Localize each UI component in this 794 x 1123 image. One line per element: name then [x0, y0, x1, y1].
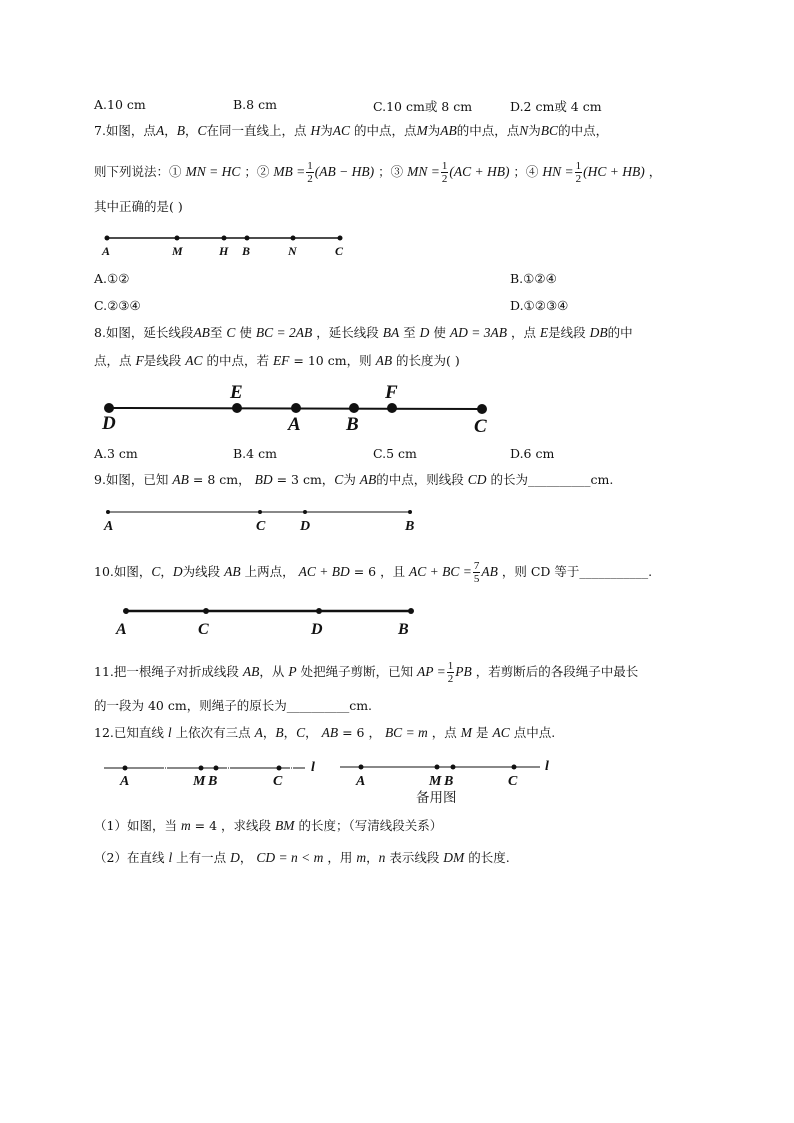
spare-label-m: M [429, 774, 442, 789]
text-segment: 为 [427, 123, 441, 138]
math-expression: AB [359, 472, 377, 487]
label-m: M [193, 774, 206, 789]
label-c: C [198, 621, 209, 638]
q12-part-2 [94, 850, 510, 866]
text-segment: 至 [399, 325, 420, 340]
math-expression: PB [455, 664, 472, 679]
text-segment: （2）在直线 [94, 850, 169, 865]
label-c: C [273, 774, 283, 789]
label-d: D [300, 519, 311, 534]
text-segment: （1）如图，当 [94, 818, 181, 833]
point-dot [123, 766, 128, 771]
text-segment: ， [239, 850, 257, 865]
text-segment: 的长为__________cm. [486, 472, 614, 487]
text-segment: 的一段为 40 cm，则绳子的原长为__________cm. [94, 698, 373, 713]
label-d: D [102, 413, 116, 434]
math-expression: MN = HC [185, 164, 241, 179]
math-expression: BD [254, 472, 273, 487]
figure-group [119, 760, 315, 789]
label-e: E [230, 382, 243, 403]
text-segment: 12.已知直线 [94, 725, 168, 740]
text-segment: 的长度；（写清线段关系） [294, 818, 443, 833]
math-expression: HN = [542, 164, 574, 179]
math-expression: AC [492, 725, 510, 740]
label-f: F [385, 382, 398, 403]
text-segment: 为线段 [182, 564, 225, 579]
math-expression: (AC + HB) [449, 164, 510, 179]
numerator: 1 [307, 160, 313, 172]
q7-option-d: D.①②③④ [510, 298, 569, 313]
figure-group [355, 759, 549, 789]
text-segment: ，从 [259, 664, 289, 679]
numerator: 1 [447, 660, 454, 672]
numerator: 7 [473, 560, 480, 572]
text-segment: 为 [320, 123, 333, 138]
math-expression: D [172, 564, 183, 579]
math-expression: AC [185, 353, 203, 368]
math-expression: AB [481, 564, 498, 579]
math-expression: E [539, 325, 549, 340]
q6-option-b: B.8 cm [233, 97, 277, 112]
math-expression: (HC + HB) [583, 164, 645, 179]
math-expression: (AB − HB) [314, 164, 375, 179]
q7-option-b: B.①②④ [510, 271, 557, 286]
label-b: B [398, 621, 409, 638]
point-dot [359, 765, 364, 770]
text-segment: 点，点 [94, 353, 136, 368]
math-expression: AC [332, 123, 350, 138]
text-segment: 的中 [607, 325, 633, 340]
math-expression: N [519, 123, 529, 138]
math-expression: C [296, 725, 306, 740]
math-expression: BC [540, 123, 559, 138]
math-expression: B [275, 725, 284, 740]
text-segment: 使 [235, 325, 256, 340]
text-segment: 的中点， [558, 123, 609, 138]
label-a: A [116, 621, 127, 638]
denominator: 2 [447, 673, 454, 685]
label-b: B [405, 519, 415, 534]
label-d: D [311, 621, 323, 638]
text-segment: ，若剪断后的各段绳子中最长 [471, 664, 639, 679]
text-segment: ，点 [506, 325, 540, 340]
q7-option-c: C.②③④ [94, 298, 141, 313]
text-segment: 其中正确的是( ) [94, 199, 183, 214]
point-dot [451, 765, 456, 770]
text-segment: 9.如图，已知 [94, 472, 173, 487]
math-expression: l [167, 725, 172, 740]
text-segment: ；② [240, 164, 274, 179]
text-segment: 是 [472, 725, 493, 740]
math-expression: C [334, 472, 344, 487]
numerator: 1 [441, 160, 448, 172]
text-segment: 为 [528, 123, 541, 138]
label-n: N [288, 244, 297, 258]
text-segment: 点中点. [509, 725, 556, 740]
text-segment: ， [644, 164, 662, 179]
math-expression: A [254, 725, 263, 740]
text-segment: ；③ [374, 164, 408, 179]
point-dot [199, 766, 204, 771]
spare-figure-caption: 备用图 [416, 790, 457, 806]
text-segment: 上有一点 [172, 850, 231, 865]
text-segment: ， [262, 725, 276, 740]
math-expression: BA [382, 325, 400, 340]
denominator: 2 [575, 173, 582, 185]
text-segment: 的中点，则线段 [376, 472, 468, 487]
denominator: 2 [307, 173, 313, 185]
q8-option-b: B.4 cm [233, 446, 277, 461]
math-expression: m [356, 850, 367, 865]
math-expression: BC = 2AB [255, 325, 313, 340]
spare-label-b: B [444, 774, 454, 789]
math-expression: EF [272, 353, 290, 368]
text-segment: 7.如图，点 [94, 123, 156, 138]
denominator: 5 [473, 573, 480, 585]
label-b: B [346, 414, 359, 435]
math-expression: AB [321, 725, 339, 740]
math-expression: BM [275, 818, 295, 833]
text-segment: 使 [429, 325, 450, 340]
q8-option-c: C.5 cm [373, 446, 417, 461]
label-h: H [219, 244, 229, 258]
math-expression: B [176, 123, 185, 138]
spare-label-l: l [545, 759, 549, 774]
text-segment: 的中点，点 [350, 123, 417, 138]
text-segment: 是线段 [548, 325, 590, 340]
text-segment: = 10 cm，则 [289, 353, 376, 368]
text-segment: 则下列说法：① [94, 164, 186, 179]
text-segment: 8.如图，延长线段 [94, 325, 194, 340]
text-segment: 是线段 [143, 353, 186, 368]
q8-option-d: D.6 cm [510, 446, 555, 461]
math-expression: AC + BC = [409, 564, 472, 579]
label-c: C [335, 244, 344, 258]
text-segment: = 3 cm， [272, 472, 335, 487]
math-expression: M [460, 725, 473, 740]
text-segment: 为 [343, 472, 360, 487]
math-expression: A [155, 123, 165, 138]
text-segment: ， [283, 725, 297, 740]
point-dot [277, 766, 282, 771]
text-segment: 在同一直线上，点 [206, 123, 311, 138]
text-segment: 至 [209, 325, 227, 340]
math-expression: AB [193, 325, 210, 340]
math-expression: AB [440, 123, 457, 138]
math-expression: MB = [273, 164, 306, 179]
q6-option-d: D.2 cm或 4 cm [510, 99, 602, 114]
text-segment: ， [164, 123, 177, 138]
math-expression: AB [375, 353, 393, 368]
q7-option-a: A.①② [94, 271, 130, 286]
text-segment: 表示线段 [385, 850, 444, 865]
text-segment: = 6 ， [338, 725, 385, 740]
text-segment: 的中点，若 [202, 353, 273, 368]
label-a: A [102, 244, 111, 258]
q6-option-a: A.10 cm [94, 97, 146, 112]
math-expression: AB [242, 664, 260, 679]
text-segment: ， [160, 564, 173, 579]
math-expression: MN = [407, 164, 440, 179]
label-a: A [288, 414, 301, 435]
math-expression: D [419, 325, 430, 340]
label-a: A [104, 519, 114, 534]
text-segment: 的长度为( ) [392, 353, 460, 368]
text-segment: 上两点， [240, 564, 299, 579]
text-segment: ，点 [427, 725, 461, 740]
label-m: M [172, 244, 183, 258]
q8-option-a: A.3 cm [94, 446, 138, 461]
text-segment: = 6 ，且 [349, 564, 410, 579]
math-expression: CD = n < m [256, 850, 324, 865]
text-segment: ，延长线段 [312, 325, 383, 340]
math-expression: CD [467, 472, 487, 487]
text-segment: ，则 CD 等于___________. [497, 564, 653, 579]
math-expression: AB [172, 472, 189, 487]
point-dot [435, 765, 440, 770]
math-expression: C [151, 564, 161, 579]
text-segment: = 8 cm， [188, 472, 255, 487]
text-segment: 11.把一根绳子对折成线段 [94, 664, 243, 679]
math-expression: F [135, 353, 144, 368]
math-expression: DM [443, 850, 465, 865]
math-expression: l [168, 850, 173, 865]
spare-label-a: A [356, 774, 366, 789]
math-expression: AD = 3AB [449, 325, 507, 340]
text-segment: ， [305, 725, 322, 740]
math-expression: P [288, 664, 297, 679]
point-dot [214, 766, 219, 771]
label-a: A [120, 774, 130, 789]
text-segment: = 4 ，求线段 [190, 818, 276, 833]
text-segment: ；④ [509, 164, 543, 179]
numerator: 1 [575, 160, 582, 172]
math-expression: C [226, 325, 236, 340]
math-expression: BC = m [384, 725, 428, 740]
text-segment: ， [184, 123, 198, 138]
text-segment: ， [366, 850, 379, 865]
point-dot [512, 765, 517, 770]
math-expression: AB [224, 564, 241, 579]
q6-option-c: C.10 cm或 8 cm [373, 99, 473, 114]
text-segment: 的长度. [464, 850, 510, 865]
spare-label-c: C [508, 774, 518, 789]
math-expression: H [310, 123, 321, 138]
math-expression: M [416, 123, 428, 138]
text-segment: 10.如图， [94, 564, 152, 579]
math-expression: DB [589, 325, 608, 340]
q12-part-1 [94, 818, 442, 834]
text-segment: 的中点，点 [456, 123, 520, 138]
label-b: B [208, 774, 218, 789]
label-b: B [242, 244, 251, 258]
math-expression: n [378, 850, 386, 865]
text-segment: 处把绳子剪断，已知 [296, 664, 418, 679]
math-expression: C [197, 123, 207, 138]
text-segment: 上依次有三点 [171, 725, 255, 740]
denominator: 2 [441, 173, 448, 185]
math-expression: D [230, 850, 240, 865]
math-expression: AC + BD [298, 564, 350, 579]
label-l: l [311, 760, 315, 775]
label-c: C [256, 519, 266, 534]
text-segment: ，用 [323, 850, 357, 865]
label-c: C [474, 416, 487, 437]
math-expression: m [180, 818, 191, 833]
math-expression: AP = [417, 664, 446, 679]
